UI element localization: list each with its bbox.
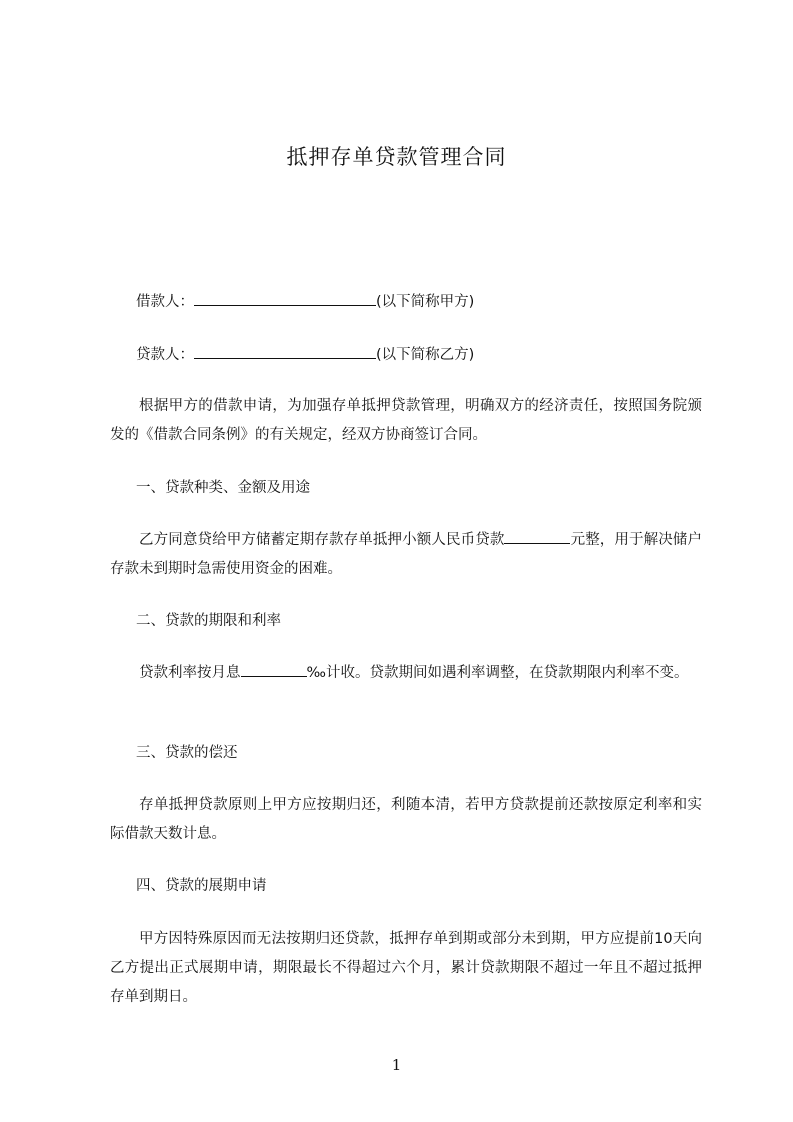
intro-paragraph: 根据甲方的借款申请，为加强存单抵押贷款管理，明确双方的经济责任，按照国务院颁发的《借款合同条例》的有关规定，经双方协商签订合同。 (110, 398, 702, 443)
amount-blank (504, 528, 570, 544)
borrower-suffix: (以下简称甲方) (376, 294, 475, 310)
page-number: 1 (391, 1056, 402, 1074)
lender-line (136, 343, 474, 365)
section-heading: 三、贷款的偿还 (136, 745, 238, 761)
section-paragraph: 存单抵押贷款原则上甲方应按期归还，利随本清，若甲方贷款提前还款按原定利率和实际借款天数计息。 (110, 797, 702, 842)
lender-suffix: (以下简称乙方) (376, 347, 475, 363)
section-paragraph: 甲方因特殊原因而无法按期归还贷款，抵押存单到期或部分未到期，甲方应提前10天向乙方提出正式展期申请，期限最长不得超过六个月，累计贷款期限不超过一年且不超过抵押存单到期日。 (110, 931, 702, 1005)
rate-blank (241, 661, 307, 677)
section-heading: 四、贷款的展期申请 (136, 878, 267, 894)
rate-text-after: ‰计收。贷款期间如遇利率调整，在贷款期限内利率不变。 (306, 665, 689, 681)
amount-text-after: 元整，用于解决储户存款未到期时急需使用资金的困难。 (110, 532, 703, 577)
borrower-label: 借款人： (136, 294, 194, 310)
lender-blank (194, 343, 376, 359)
section-paragraph (110, 659, 702, 688)
borrower-line (136, 290, 474, 312)
section-paragraph (110, 526, 702, 584)
section-heading: 一、贷款种类、金额及用途 (136, 480, 310, 496)
borrower-blank (194, 290, 376, 306)
lender-label: 贷款人： (136, 347, 194, 363)
rate-text-before: 贷款利率按月息 (139, 665, 241, 681)
section-heading: 二、贷款的期限和利率 (136, 613, 281, 629)
amount-text-before: 乙方同意贷给甲方储蓄定期存款存单抵押小额人民币贷款 (139, 532, 505, 548)
document-title: 抵押存单贷款管理合同 (286, 145, 507, 169)
